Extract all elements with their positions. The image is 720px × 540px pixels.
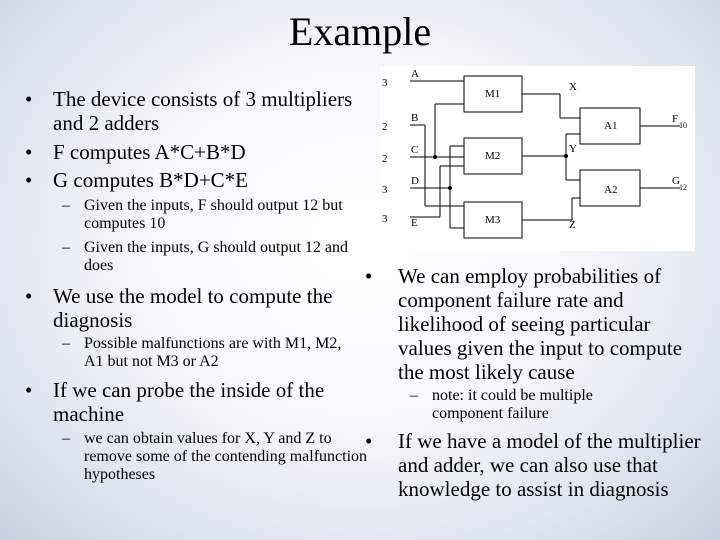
bullet-f-computes — [25, 140, 353, 164]
bullet-probe — [25, 378, 368, 426]
input-c-label: C — [411, 144, 419, 156]
junction-dot — [564, 154, 568, 158]
bullet-probabilities — [365, 264, 708, 384]
input-e-value: 3 — [382, 213, 388, 225]
bullet-dot-icon: • — [365, 429, 373, 453]
dash-icon: – — [62, 430, 70, 447]
bullet-model-knowledge — [365, 429, 716, 501]
bullet-text: If we have a model of the multiplier and adder, we can also use that knowledge to assist in diagnosis — [398, 429, 701, 501]
output-f-label: F — [672, 113, 679, 125]
dash-icon: – — [62, 335, 70, 352]
bullet-text: We use the model to compute the diagnosis — [53, 284, 333, 332]
dash-icon: – — [410, 387, 418, 404]
intermediate-y-label: Y — [569, 143, 577, 155]
bullet-dot-icon: • — [25, 168, 33, 192]
intermediate-x-label: X — [569, 81, 577, 93]
bullet-text: We can employ probabilities of component failure rate and likelihood of seeing particular values given the input to compute the most likely cause — [398, 264, 683, 384]
sub-item-g-output — [62, 239, 359, 275]
output-f-value: 10 — [679, 121, 687, 130]
input-b-label: B — [411, 112, 419, 124]
sub-item-f-output — [62, 197, 359, 233]
bullet-dot-icon: • — [25, 140, 33, 164]
intermediate-z-label: Z — [569, 219, 576, 231]
output-g-value: 12 — [679, 183, 687, 192]
input-c-value: 2 — [382, 153, 388, 165]
bullet-device — [25, 87, 353, 135]
multiplier-m2-label: M2 — [485, 150, 501, 162]
bullet-text: If we can probe the inside of the machine — [53, 378, 325, 426]
input-d-value: 3 — [382, 184, 388, 196]
sub-item-text: Given the inputs, G should output 12 and does — [84, 239, 348, 274]
bullet-dot-icon: • — [25, 87, 33, 111]
bullet-text: F computes A*C+B*D — [53, 140, 246, 164]
output-g-label: G — [672, 175, 680, 187]
bullet-g-computes — [25, 168, 353, 192]
sub-item-text: Possible malfunctions are with M1, M2, A1 but not M3 or A2 — [84, 335, 342, 370]
adder-a1-label: A1 — [604, 120, 618, 132]
dash-icon: – — [62, 239, 70, 256]
adder-a2-label: A2 — [604, 184, 618, 196]
sub-item-text: Given the inputs, F should output 12 but computes 10 — [84, 197, 343, 232]
circuit-svg — [380, 66, 695, 251]
bullet-dot-icon: • — [25, 378, 33, 402]
bullet-dot-icon: • — [365, 264, 373, 288]
bullet-text: The device consists of 3 multipliers and 2 adders — [53, 87, 353, 135]
input-a-value: 3 — [382, 77, 388, 89]
junction-dot — [433, 155, 437, 159]
multiplier-m3-label: M3 — [485, 214, 501, 226]
dash-icon: – — [62, 197, 70, 214]
bullet-dot-icon: • — [25, 284, 33, 308]
sub-item-text: we can obtain values for X, Y and Z to remove some of the contending malfunction hypotheses — [84, 430, 368, 483]
input-e-label: E — [411, 217, 418, 229]
sub-item-note — [410, 387, 652, 423]
multiplier-m1-label: M1 — [485, 88, 501, 100]
bullet-model-diagnosis — [25, 284, 353, 332]
bullet-text: G computes B*D+C*E — [53, 168, 248, 192]
circuit-diagram — [380, 66, 695, 251]
sub-item-probe-values — [62, 430, 369, 484]
input-a-label: A — [411, 68, 419, 80]
sub-item-malfunctions — [62, 335, 349, 371]
slide-title: Example — [288, 9, 432, 54]
input-d-label: D — [411, 175, 419, 187]
sub-item-text: note: it could be multiple component failure — [432, 387, 593, 422]
junction-dot — [448, 186, 452, 190]
input-b-value: 2 — [382, 121, 388, 133]
